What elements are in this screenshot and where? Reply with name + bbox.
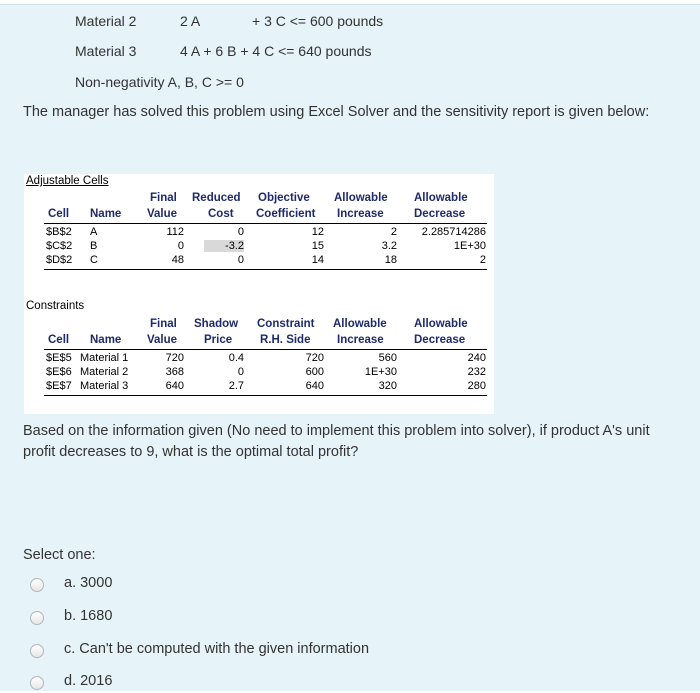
cell-allow-dec: 2.285714286 bbox=[421, 226, 486, 238]
cell-final-value: 368 bbox=[165, 366, 184, 378]
cell-name: B bbox=[90, 240, 98, 252]
cell-allow-inc: 3.2 bbox=[381, 240, 397, 252]
table-row bbox=[44, 254, 487, 267]
cell-address: $C$2 bbox=[46, 240, 73, 252]
table-row bbox=[44, 226, 487, 239]
constraint-material-2 bbox=[0, 13, 700, 33]
cell-allow-inc: 560 bbox=[378, 352, 397, 364]
cell-allow-dec: 232 bbox=[467, 366, 486, 378]
cell-allow-inc: 1E+30 bbox=[364, 366, 397, 378]
header-final: Final bbox=[150, 192, 177, 204]
cell-reduced-cost: -3.2 bbox=[204, 240, 244, 252]
cell-name: Material 1 bbox=[80, 352, 129, 364]
header-divider bbox=[44, 223, 487, 224]
cell-rh-side: 720 bbox=[305, 352, 324, 364]
option-label: b. 1680 bbox=[64, 608, 113, 624]
radio-button[interactable] bbox=[30, 644, 44, 658]
header-price: Price bbox=[204, 334, 233, 346]
header-row-bottom bbox=[44, 208, 487, 221]
table-row bbox=[44, 380, 487, 393]
header-allowable-inc: Allowable bbox=[334, 192, 388, 204]
table-row bbox=[44, 366, 487, 379]
header-final: Final bbox=[150, 318, 177, 330]
header-allowable-inc: Allowable bbox=[333, 318, 387, 330]
cell-rh-side: 600 bbox=[305, 366, 324, 378]
cell-address: $D$2 bbox=[46, 254, 73, 266]
header-divider bbox=[44, 349, 487, 350]
header-shadow: Shadow bbox=[194, 318, 239, 330]
table-bottom-line bbox=[44, 269, 487, 270]
cell-name: Material 2 bbox=[80, 366, 129, 378]
header-reduced: Reduced bbox=[192, 192, 241, 204]
header-rh-side: R.H. Side bbox=[260, 334, 311, 346]
constraints-title: Constraints bbox=[26, 300, 85, 312]
cell-final-value: 48 bbox=[171, 254, 184, 266]
header-objective: Objective bbox=[258, 192, 310, 204]
header-row-top bbox=[44, 192, 487, 205]
option-label: c. Can't be computed with the given information bbox=[64, 641, 370, 657]
header-value: Value bbox=[147, 334, 178, 346]
cell-allow-inc: 18 bbox=[384, 254, 397, 266]
cell-allow-dec: 2 bbox=[479, 254, 486, 266]
option-label: a. 3000 bbox=[64, 575, 113, 591]
radio-button[interactable] bbox=[30, 611, 44, 625]
cell-allow-inc: 2 bbox=[390, 226, 397, 238]
sensitivity-report bbox=[24, 174, 494, 414]
cell-allow-dec: 280 bbox=[467, 380, 486, 392]
question-panel bbox=[0, 4, 700, 691]
header-allowable-dec: Allowable bbox=[414, 318, 468, 330]
cell-objective: 12 bbox=[311, 226, 324, 238]
cell-shadow-price: 0 bbox=[237, 366, 244, 378]
cell-address: $E$6 bbox=[46, 366, 72, 378]
header-cell: Cell bbox=[48, 334, 70, 346]
header-decrease: Decrease bbox=[414, 208, 466, 220]
radio-button[interactable] bbox=[30, 578, 44, 592]
cell-reduced-cost: 0 bbox=[237, 226, 244, 238]
cell-final-value: 0 bbox=[177, 240, 184, 252]
cell-allow-dec: 1E+30 bbox=[453, 240, 486, 252]
cell-address: $E$7 bbox=[46, 380, 72, 392]
table-bottom-line bbox=[44, 395, 487, 396]
cell-final-value: 640 bbox=[165, 380, 184, 392]
constraint-name: Material 2 bbox=[75, 13, 137, 29]
header-cost: Cost bbox=[208, 208, 234, 220]
cell-objective: 15 bbox=[311, 240, 324, 252]
header-constraint: Constraint bbox=[257, 318, 315, 330]
header-increase: Increase bbox=[337, 334, 384, 346]
table-row bbox=[44, 240, 487, 253]
cell-address: $B$2 bbox=[46, 226, 72, 238]
constraint-name: Material 3 bbox=[75, 43, 137, 59]
cell-objective: 14 bbox=[311, 254, 324, 266]
constraint-expression: 4 A + 6 B + 4 C <= 640 pounds bbox=[180, 43, 372, 59]
header-cell: Cell bbox=[48, 208, 70, 220]
cell-rh-side: 640 bbox=[305, 380, 324, 392]
intro-text: The manager has solved this problem using Excel Solver and the sensitivity report is given below: bbox=[23, 104, 650, 120]
cell-shadow-price: 2.7 bbox=[228, 380, 244, 392]
header-value: Value bbox=[147, 208, 178, 220]
header-name: Name bbox=[90, 208, 122, 220]
non-negativity-text: Non-negativity A, B, C >= 0 bbox=[75, 74, 244, 90]
adjustable-cells-table bbox=[44, 192, 487, 282]
question-text: Based on the information given (No need to implement this problem into solver), if product A's unit profit decreases to 9, what is the optimal total profit? bbox=[23, 423, 650, 460]
non-negativity-constraint bbox=[0, 74, 700, 94]
select-one-label: Select one: bbox=[23, 547, 96, 563]
radio-button[interactable] bbox=[30, 676, 44, 690]
adjustable-cells-title: Adjustable Cells bbox=[26, 175, 109, 187]
constraints-table bbox=[44, 318, 487, 408]
cell-final-value: 112 bbox=[166, 226, 184, 238]
cell-name: A bbox=[90, 226, 98, 238]
cell-address: $E$5 bbox=[46, 352, 72, 364]
option-label: d. 2016 bbox=[64, 673, 113, 689]
header-increase: Increase bbox=[337, 208, 384, 220]
cell-shadow-price: 0.4 bbox=[228, 352, 244, 364]
cell-allow-dec: 240 bbox=[467, 352, 486, 364]
header-allowable-dec: Allowable bbox=[414, 192, 468, 204]
cell-final-value: 720 bbox=[165, 352, 184, 364]
cell-reduced-cost: 0 bbox=[237, 254, 244, 266]
header-row-bottom bbox=[44, 334, 487, 347]
header-decrease: Decrease bbox=[414, 334, 466, 346]
constraint-lhs: 2 A bbox=[180, 13, 201, 29]
constraint-rhs: + 3 C <= 600 pounds bbox=[252, 13, 384, 29]
cell-allow-inc: 320 bbox=[378, 380, 397, 392]
table-row bbox=[44, 352, 487, 365]
cell-name: C bbox=[90, 254, 98, 266]
cell-name: Material 3 bbox=[80, 380, 129, 392]
header-name: Name bbox=[90, 334, 122, 346]
constraint-material-3 bbox=[0, 43, 700, 63]
header-coefficient: Coefficient bbox=[256, 208, 316, 220]
header-row-top bbox=[44, 318, 487, 331]
